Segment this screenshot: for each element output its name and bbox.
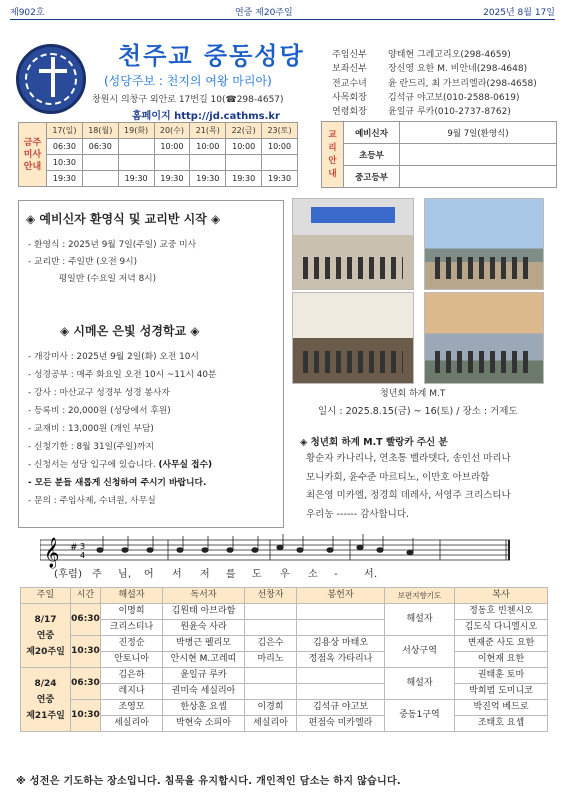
liturgical-week: 연중 제20주일 xyxy=(234,8,293,18)
lyric-word: 소 xyxy=(308,569,318,580)
svg-text:4: 4 xyxy=(80,551,86,560)
commentator: 크리스티나 xyxy=(101,620,163,636)
announcement-line: - 문의 : 주임사제, 수녀원, 사무실 xyxy=(28,496,156,506)
reader: 권미숙 세실리아 xyxy=(163,684,245,700)
offertory: 김용상 마태오 xyxy=(297,636,385,652)
bible-school-body xyxy=(28,348,216,510)
staff-role: 보좌신부 xyxy=(332,64,367,75)
offertory: 편점숙 미카엘라 xyxy=(297,716,385,732)
mt-date-location: 일시 : 2025.8.15(금) ~ 16(토) / 장소 : 거제도 xyxy=(318,406,518,417)
announcement-line: - 성경공부 : 매주 화요일 오전 10시 ~11시 40분 xyxy=(28,370,217,380)
day-header: 18(월) xyxy=(82,123,118,139)
lyric-word: 서 xyxy=(172,569,182,580)
table-row xyxy=(21,604,548,620)
staff-name: 윤 란드리, 최 가브리엘라(298-4658) xyxy=(388,78,537,89)
column-header: 시간 xyxy=(71,588,101,604)
reader: 안시현 M.고레띠 xyxy=(163,652,245,668)
cantor xyxy=(245,620,297,636)
staff-name: 김석규 야고보(010-2588-0619) xyxy=(388,92,520,103)
ministry-roster-table xyxy=(20,587,548,732)
parish-address: 창원시 의창구 외안로 17번길 10(☎298-4657) xyxy=(92,95,284,105)
altar-server: 정동호 빈첸시오 xyxy=(455,604,548,620)
offertory xyxy=(297,668,385,684)
mass-time xyxy=(82,171,118,187)
lyric-word: 를 xyxy=(226,569,236,580)
sunday-date: 8/17 연중 제20주일 xyxy=(21,604,71,668)
commentator: 이명희 xyxy=(101,604,163,620)
cantor xyxy=(245,684,297,700)
staff-name: 양태현 그레고리오(298-4659) xyxy=(388,50,511,60)
mass-time: 19:30 xyxy=(154,171,190,187)
lyric-word: - xyxy=(334,569,338,580)
catechumen-announcement-body xyxy=(28,237,196,288)
mass-schedule-label: 금주 미사 안내 xyxy=(19,123,47,187)
sunday-date: 8/24 연중 제21주일 xyxy=(21,668,71,732)
bible-school-title: ◈ 시메온 은빛 성경학교 ◈ xyxy=(60,324,200,338)
reader: 원윤숙 사라 xyxy=(163,620,245,636)
mass-time: 06:30 xyxy=(47,139,83,155)
column-header: 독서자 xyxy=(163,588,245,604)
lyric-word: 어 xyxy=(144,569,154,580)
mass-schedule-table xyxy=(18,122,298,187)
lyric-word: 도 xyxy=(252,569,262,580)
reader: 한상훈 요셉 xyxy=(163,700,245,716)
catechumen-announcement-title: ◈ 예비신자 환영식 및 교리반 시작 ◈ xyxy=(26,212,221,226)
lyric-word: 우 xyxy=(280,569,290,580)
mass-time xyxy=(190,155,226,171)
class-name: 중고등부 xyxy=(344,166,400,188)
offertory: 김석규 야고보 xyxy=(297,700,385,716)
announcement-line: - 신청기한 : 8월 31일(주일)까지 xyxy=(28,442,154,452)
day-header: 23(토) xyxy=(262,123,298,139)
mass-time: 19:30 xyxy=(190,171,226,187)
roster-header-row xyxy=(21,588,548,604)
class-info xyxy=(400,144,557,166)
catechism-label: 교 리 안 내 xyxy=(322,122,344,188)
mass-time: 10:00 xyxy=(190,139,226,155)
catechism-table xyxy=(321,121,557,188)
altar-server: 변재준 사도 요한 xyxy=(455,636,548,652)
announcement-line: - 모든 분들 새롭게 신청하여 주시기 바랍니다. xyxy=(28,478,207,488)
staff-row xyxy=(332,48,554,62)
parish-logo-icon xyxy=(16,44,86,114)
lyric-word: 님, xyxy=(118,569,132,580)
mass-time: 19:30 xyxy=(262,171,298,187)
altar-server: 조태호 요셉 xyxy=(455,716,548,732)
donors-title: ◈ 청년회 하계 M.T 빨랑카 주신 분 xyxy=(300,437,448,448)
mass-time: 10:00 xyxy=(226,139,262,155)
column-header: 봉헌자 xyxy=(297,588,385,604)
offertory xyxy=(297,604,385,620)
donor-line: 우리농 ------ 감사합니다. xyxy=(306,508,410,520)
youth-mt-photo-indoor xyxy=(292,292,414,384)
staff-role: 연령회장 xyxy=(332,107,367,118)
lyric-word: (후렴) xyxy=(54,569,83,580)
mass-time: 10:00 xyxy=(154,139,190,155)
mass-time: 10:00 xyxy=(262,139,298,155)
mass-time-row xyxy=(19,139,298,155)
announcement-line: - 개강미사 : 2025년 9월 2일(화) 오전 10시 xyxy=(28,352,199,362)
mass-time xyxy=(118,139,154,155)
parish-name: 천주교 중동성당 xyxy=(118,42,305,70)
column-header: 주일 xyxy=(21,588,71,604)
commentator: 안토니아 xyxy=(101,652,163,668)
intercession: 서상구역 xyxy=(385,636,455,668)
lyric-word: 서. xyxy=(364,569,378,580)
mass-time: 10:30 xyxy=(71,700,101,732)
reader: 김원태 아브라함 xyxy=(163,604,245,620)
mass-time: 10:30 xyxy=(71,636,101,668)
staff-row xyxy=(332,91,554,105)
homepage-link[interactable]: 홈페이지 http://jd.cathms.kr xyxy=(132,111,280,122)
mass-time: 19:30 xyxy=(226,171,262,187)
cantor xyxy=(245,668,297,684)
staff-row xyxy=(332,77,554,91)
altar-server: 권태훈 토마 xyxy=(455,668,548,684)
lyric-word: 저 xyxy=(200,569,210,580)
intercession: 해설자 xyxy=(385,668,455,700)
day-header: 17(일) xyxy=(47,123,83,139)
mass-time xyxy=(262,155,298,171)
donor-line: 모니카회, 윤수준 마르티노, 이만호 아브라함 xyxy=(306,471,490,483)
reader: 박현숙 소피아 xyxy=(163,716,245,732)
announcement-line: - 환영식 : 2025년 9월 7일(주일) 교중 미사 xyxy=(28,240,197,250)
announcement-line: - 등록비 : 20,000원 (성당에서 후원) xyxy=(28,406,171,416)
music-staff xyxy=(40,534,510,594)
table-row xyxy=(21,636,548,652)
issue-date: 2025년 8월 17일 xyxy=(483,8,555,18)
youth-mt-photo-beach xyxy=(424,198,544,290)
staff-role: 전교수녀 xyxy=(332,78,367,89)
cantor: 김은수 xyxy=(245,636,297,652)
reader: 윤일규 루카 xyxy=(163,668,245,684)
cantor: 세실리아 xyxy=(245,716,297,732)
mass-time: 06:30 xyxy=(82,139,118,155)
column-header: 보편지향기도 xyxy=(385,588,455,604)
announcement-line: - 교리반 : 주일반 (오전 9시) xyxy=(28,257,138,267)
announcement-line: - 교재비 : 13,000원 (개인 부담) xyxy=(28,424,154,434)
offertory: 정점옥 가타리나 xyxy=(297,652,385,668)
commentator: 레지나 xyxy=(101,684,163,700)
parish-subtitle: (성당주보 : 천지의 여왕 마리아) xyxy=(104,74,272,88)
commentator: 조영모 xyxy=(101,700,163,716)
announcement-line: - 신청서는 성당 입구에 있습니다. (사무실 접수) xyxy=(28,460,213,470)
altar-server: 이현재 요한 xyxy=(455,652,548,668)
commentator: 김은하 xyxy=(101,668,163,684)
donor-line: 황순자 카나리나, 연초통 벨라뎃다, 송인선 마리나 xyxy=(306,453,511,464)
column-header: 복사 xyxy=(455,588,548,604)
mass-time-row xyxy=(19,171,298,187)
photo-caption: 청년회 하계 M.T xyxy=(380,389,446,399)
commentator: 세실리아 xyxy=(101,716,163,732)
footer-notice: ※ 성전은 기도하는 장소입니다. 침묵을 유지합시다. 개인적인 담소는 하지 않습니다. xyxy=(16,776,402,787)
cantor: 이경희 xyxy=(245,700,297,716)
youth-mt-photo-sunset xyxy=(424,292,544,384)
cantor: 마리노 xyxy=(245,652,297,668)
lyric-word: 주 xyxy=(92,569,102,580)
class-info xyxy=(400,166,557,188)
intercession: 중동1구역 xyxy=(385,700,455,732)
class-info: 9월 7일(환영식) xyxy=(400,122,557,144)
mass-time: 19:30 xyxy=(118,171,154,187)
intercession: 해설자 xyxy=(385,604,455,636)
refrain-lyrics xyxy=(54,565,394,580)
table-row xyxy=(21,668,548,684)
svg-text:#: # xyxy=(70,543,78,553)
class-name: 초등부 xyxy=(344,144,400,166)
staff-row xyxy=(332,62,554,76)
donor-line: 최은영 미카엘, 정경희 데레사, 서영주 크리스티나 xyxy=(306,490,511,501)
svg-text:3: 3 xyxy=(80,542,86,551)
announcement-line: 평일반 (수요일 저녁 8시) xyxy=(28,274,157,284)
treble-clef-icon: 𝄞 xyxy=(44,538,60,568)
altar-server: 박진억 베드로 xyxy=(455,700,548,716)
class-name: 예비신자 xyxy=(344,122,400,144)
mass-time: 10:30 xyxy=(47,155,83,171)
table-row xyxy=(21,700,548,716)
column-header: 해설자 xyxy=(101,588,163,604)
mass-time xyxy=(118,155,154,171)
announcement-line: - 강사 : 마산교구 성경부 성경 봉사자 xyxy=(28,388,170,398)
altar-server: 김도식 다니엘시오 xyxy=(455,620,548,636)
staff-row xyxy=(332,105,554,119)
offertory xyxy=(297,620,385,636)
note-group xyxy=(97,534,413,555)
issue-header-bar xyxy=(10,4,555,20)
staff-role: 주임신부 xyxy=(332,50,367,60)
offertory xyxy=(297,684,385,700)
altar-server: 박희범 도미니코 xyxy=(455,684,548,700)
donors-list xyxy=(306,450,546,524)
staff-role: 사목회장 xyxy=(332,92,367,103)
commentator: 진정순 xyxy=(101,636,163,652)
cantor xyxy=(245,604,297,620)
youth-mt-photo-group-banner xyxy=(292,198,414,290)
mass-time xyxy=(82,155,118,171)
mass-time: 19:30 xyxy=(47,171,83,187)
day-header: 21(목) xyxy=(190,123,226,139)
mass-time xyxy=(226,155,262,171)
reader: 박병근 펠리모 xyxy=(163,636,245,652)
day-header: 22(금) xyxy=(226,123,262,139)
day-header: 19(화) xyxy=(118,123,154,139)
mass-time: 06:30 xyxy=(71,668,101,700)
day-header: 20(수) xyxy=(154,123,190,139)
mass-time xyxy=(154,155,190,171)
issue-number: 제902호 xyxy=(10,8,45,18)
mass-time: 06:30 xyxy=(71,604,101,636)
mass-time-row xyxy=(19,155,298,171)
column-header: 선창자 xyxy=(245,588,297,604)
staff-name: 윤일규 루카(010-2737-8762) xyxy=(388,107,511,118)
staff-name: 장신영 요한 M. 비안네(298-4648) xyxy=(388,64,528,75)
staff-list xyxy=(332,48,554,119)
